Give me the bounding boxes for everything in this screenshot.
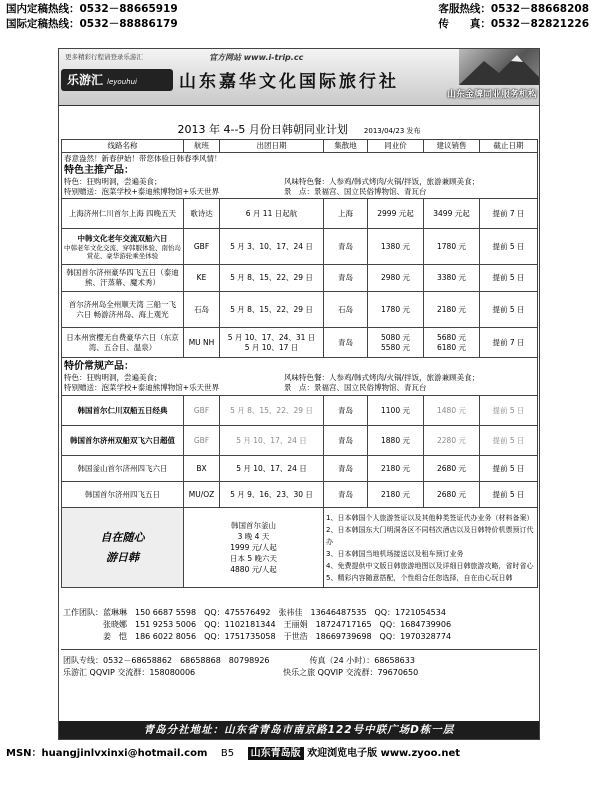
route-name: 中韩文化老年交流双船六日 中韩老年文化交流、穿韩服体验、南怡岛赏花、豪华游轮乘坐体验: [62, 229, 184, 265]
note-item: 2、日本韩国东大门明洞各区不同档次酒店以及日韩特价机票预订代办: [326, 525, 534, 546]
flight-cell: GBF: [184, 229, 220, 265]
origin-cell: 青岛: [324, 328, 368, 358]
intro-text: 春意盎然！新春伊始！带您体验日韩春季风情！: [64, 154, 222, 163]
contact-line: 团队专线：0532－68658862 68658868 80798926 传真（24 小时）：68658633: [63, 656, 415, 665]
leyouhui-logo: 乐游汇 leyouhui: [61, 69, 173, 91]
table-row: [62, 229, 538, 265]
deadline-cell: 提前 5 日: [480, 396, 538, 426]
table-row: [62, 265, 538, 292]
route-name: 韩国首尔济州豪华四飞五日（泰迪熊、汗蒸幕、魔术秀）: [62, 265, 184, 292]
note-item: 5、精彩内容随意搭配，个性组合任您选择，自在由心玩日韩: [326, 573, 513, 582]
work-team: [63, 607, 535, 643]
origin-cell: 青岛: [324, 426, 368, 456]
flight-cell: MU/OZ: [184, 482, 220, 508]
banner-tagline: 山东金牌同业服务机构: [446, 90, 537, 100]
table-header-row: [62, 140, 538, 153]
header-cell: 线路名称: [62, 140, 184, 153]
dates-cell: 5 月 10、17、24、31 日 5 月 10、17 日: [220, 328, 324, 358]
divider: [61, 649, 537, 650]
flight-cell: 石岛: [184, 292, 220, 328]
header-cell: 建议销售: [424, 140, 480, 153]
header-cell: 同业价: [368, 140, 424, 153]
free-travel-label: 自在随心 游日韩: [62, 508, 184, 588]
bottom-bar: [6, 744, 460, 759]
section-title: 特价常规产品：: [64, 361, 134, 372]
section-intro: [62, 153, 538, 199]
table-row: [62, 292, 538, 328]
sale-cell: 2680 元: [424, 482, 480, 508]
free-travel-notes: [324, 508, 538, 588]
deadline-cell: 提前 5 日: [480, 426, 538, 456]
contact-line: 工作团队：蓝琳琳 150 6687 5598 QQ：475576492 张祎佳 13646487535 QQ：1721054534: [63, 608, 446, 617]
note-item: 1、日本韩国个人旅游签证以及其他种类签证代办业务（材料备案）: [326, 513, 534, 522]
deadline-cell: 提前 7 日: [480, 328, 538, 358]
flight-cell: 歌诗达: [184, 199, 220, 229]
dates-cell: 5 月 10、17、24 日: [220, 456, 324, 482]
contact-line: 张晓娜 151 9253 5006 QQ：1102181344 王丽娟 18724717165 QQ：1684739906: [63, 620, 452, 629]
header-cell: 航班: [184, 140, 220, 153]
section-title: 特色主推产品：: [64, 165, 134, 176]
page-number: B5: [220, 748, 235, 759]
welcome-text: 欢迎浏览电子版 www.zyoo.net: [307, 748, 461, 759]
price-cell: 2980 元: [368, 265, 424, 292]
dates-cell: 6 月 11 日起航: [220, 199, 324, 229]
price-cell: 5080 元 5580 元: [368, 328, 424, 358]
table-row: [62, 482, 538, 508]
price-cell: 1780 元: [368, 292, 424, 328]
origin-cell: 青岛: [324, 396, 368, 426]
table-row: [62, 426, 538, 456]
intl-hotline: 国际定稿热线：0532－88886179: [6, 18, 178, 30]
contact-line: 姜 恺 186 6022 8056 QQ：1751735058 于世浩 18669739698 QQ：1970328774: [63, 632, 452, 641]
flight-cell: KE: [184, 265, 220, 292]
route-name: 韩国首尔仁川双船五日经典: [62, 396, 184, 426]
publish-date: 2013/04/23 发布: [363, 127, 421, 135]
dates-cell: 5 月 10、17、24 日: [220, 426, 324, 456]
feature-line: 特色：狂购明洞，尝遍美食； 风味特色餐：人参鸡/韩式烤肉/火锅/拌饭，旅游兼顾美食；: [64, 373, 480, 382]
price-cell: 1380 元: [368, 229, 424, 265]
price-cell: 2999 元起: [368, 199, 424, 229]
origin-cell: 青岛: [324, 482, 368, 508]
free-travel-row: [62, 508, 538, 588]
advert-frame: [58, 48, 540, 740]
company-banner: [59, 49, 539, 106]
feature-line: 特色：狂购明洞，尝遍美食； 风味特色餐：人参鸡/韩式烤肉/火锅/拌饭，旅游兼顾美食；: [64, 177, 480, 186]
table-row: [62, 456, 538, 482]
origin-cell: 石岛: [324, 292, 368, 328]
sale-cell: 3380 元: [424, 265, 480, 292]
sale-cell: 5680 元 6180 元: [424, 328, 480, 358]
banner-slogan: 更多精彩行程请登录乐游汇: [65, 53, 143, 61]
origin-cell: 青岛: [324, 229, 368, 265]
dates-cell: 5 月 8、15、22、29 日: [220, 292, 324, 328]
price-cell: 1880 元: [368, 426, 424, 456]
origin-cell: 青岛: [324, 456, 368, 482]
route-name: 上海济州仁川首尔上海 四晚五天: [62, 199, 184, 229]
header-cell: 出团日期: [220, 140, 324, 153]
msn-contact[interactable]: MSN：huangjinlvxinxi@hotmail.com: [6, 748, 208, 759]
dates-cell: 5 月 8、15、22、29 日: [220, 396, 324, 426]
branch-address: 青岛分社地址：山东省青岛市南京路122号中联广场D栋一层: [59, 721, 539, 739]
route-name: 韩国首尔济州双船双飞六日超值: [62, 426, 184, 456]
table-row: [62, 328, 538, 358]
domestic-hotline: 国内定稿热线：0532－88665919: [6, 3, 178, 15]
feature-line: 特别赠送：泡菜学校+泰迪熊博物馆+乐天世界 景 点：景福宫、国立民俗博物馆、青瓦台: [64, 383, 427, 392]
section-special: [62, 358, 538, 396]
dates-cell: 5 月 3、10、17、24 日: [220, 229, 324, 265]
price-cell: 2180 元: [368, 456, 424, 482]
flight-cell: MU NH: [184, 328, 220, 358]
header-cell: 截止日期: [480, 140, 538, 153]
service-hotline: 客服热线：0532－88668208: [438, 3, 589, 15]
origin-cell: 青岛: [324, 265, 368, 292]
sale-cell: 2280 元: [424, 426, 480, 456]
sale-cell: 2680 元: [424, 456, 480, 482]
deadline-cell: 提前 5 日: [480, 482, 538, 508]
website-link[interactable]: 官方网站 www.i-trip.cc: [209, 53, 304, 62]
team-hotline: [63, 655, 535, 679]
flight-cell: BX: [184, 456, 220, 482]
sale-cell: 2180 元: [424, 292, 480, 328]
sale-cell: 1480 元: [424, 396, 480, 426]
contact-line: 乐游汇 QQVIP 交流群：158080006 快乐之旅 QQVIP 交流群：79670650: [63, 668, 419, 677]
dates-cell: 5 月 9、16、23、30 日: [220, 482, 324, 508]
sale-cell: 1780 元: [424, 229, 480, 265]
tour-table: [61, 139, 538, 588]
table-row: [62, 396, 538, 426]
flight-cell: GBF: [184, 426, 220, 456]
company-name: 山东嘉华文化国际旅行社: [179, 72, 399, 92]
route-name: 韩国釜山首尔济州四飞六日: [62, 456, 184, 482]
route-name: 首尔济州岛全州顺天湾 三船一飞 六日 畅游济州岛、海上观光: [62, 292, 184, 328]
flight-cell: GBF: [184, 396, 220, 426]
price-cell: 2180 元: [368, 482, 424, 508]
note-item: 4、免费提供中文版日韩旅游地图以及详细日韩旅游攻略，省时省心: [326, 561, 534, 570]
header-cell: 集散地: [324, 140, 368, 153]
plan-title: 2013 年 4--5 月份日韩朝同业计划 2013/04/23 发布: [177, 123, 421, 136]
fax-number: 传 真：0532－82821226: [438, 18, 589, 30]
deadline-cell: 提前 7 日: [480, 199, 538, 229]
edition-label: 山东青岛版: [248, 747, 304, 760]
dates-cell: 5 月 8、15、22、29 日: [220, 265, 324, 292]
landscape-photo: [459, 49, 539, 85]
table-row: [62, 199, 538, 229]
deadline-cell: 提前 5 日: [480, 292, 538, 328]
feature-line: 特别赠送：泡菜学校+泰迪熊博物馆+乐天世界 景 点：景福宫、国立民俗博物馆、青瓦台: [64, 187, 427, 196]
deadline-cell: 提前 5 日: [480, 229, 538, 265]
price-cell: 1100 元: [368, 396, 424, 426]
route-name: 韩国首尔济州四飞五日: [62, 482, 184, 508]
route-name: 日本州赏樱无自费豪华六日（东京湾、五合目、温泉）: [62, 328, 184, 358]
deadline-cell: 提前 5 日: [480, 265, 538, 292]
sale-cell: 3499 元起: [424, 199, 480, 229]
hotline-header: [6, 2, 589, 32]
free-travel-products: 韩国首尔釜山 3 晚 4 天 1999 元/人起 日本 5 晚六天 4880 元/人起: [184, 508, 324, 588]
origin-cell: 上海: [324, 199, 368, 229]
note-item: 3、日本韩国当地机场接送以及租车预订业务: [326, 549, 464, 558]
deadline-cell: 提前 5 日: [480, 456, 538, 482]
